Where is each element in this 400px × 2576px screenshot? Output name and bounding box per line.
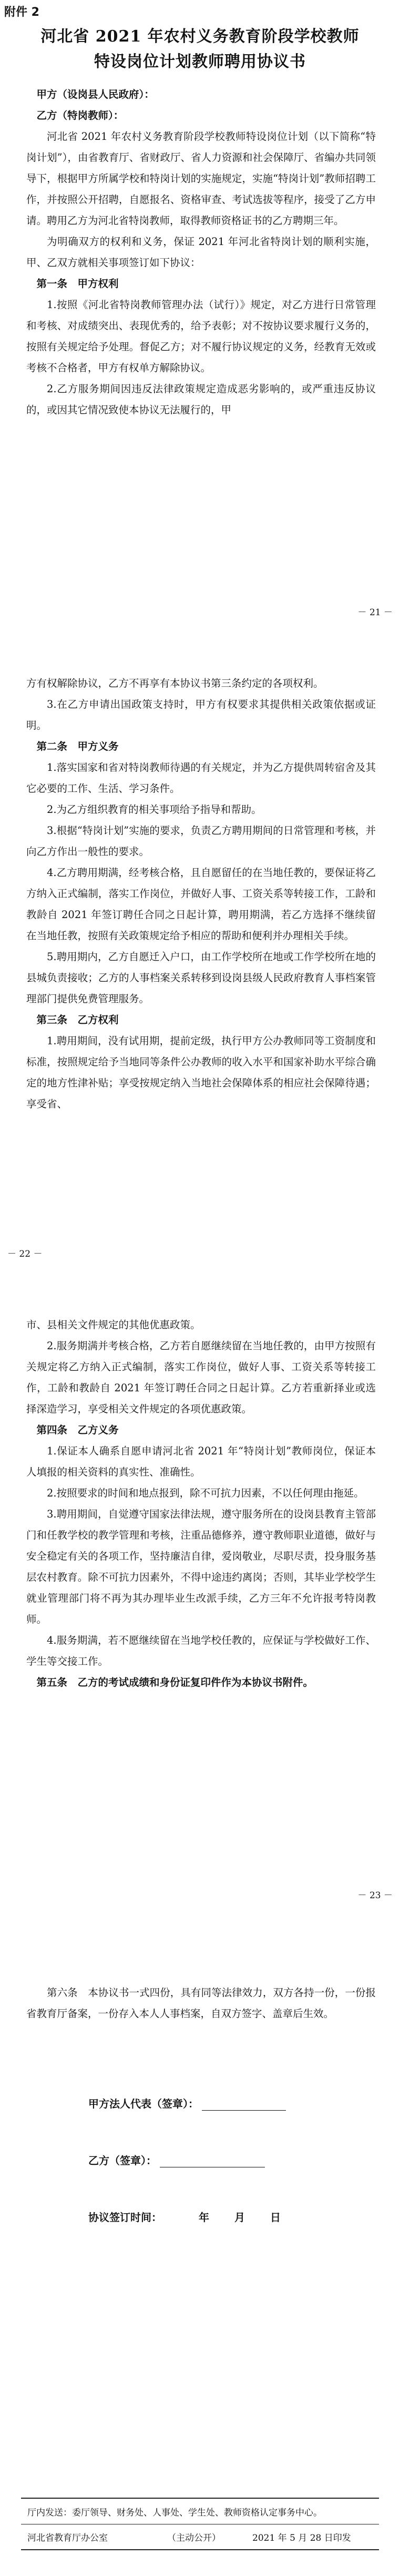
issuer-note: （主动公开）: [167, 2533, 221, 2543]
document-title-line-1: 河北省 2021 年农村义务教育阶段学校教师: [40, 27, 360, 46]
party-b-signature-field[interactable]: [160, 2151, 265, 2167]
article-4-item-2: 2.按照要求的时间和地点报到，除不可抗力因素，不以任何理由拖延。: [47, 1487, 364, 1499]
party-a-signature-field[interactable]: [202, 2094, 286, 2111]
article-4-item-4: 4.服务期满，若不愿继续留在当地学校任教的，应保证与学校做好工作、学生等交接工作。: [26, 1634, 376, 1667]
party-b-label: 乙方（签章）：: [88, 2154, 157, 2167]
page-3: [0, 1283, 400, 1914]
issue-date: 2021 年 5 月 28 日印发: [252, 2533, 351, 2543]
cc-line: 厅内发送：委厅领导、财务处、人事处、学生处、教师资格认定事务中心。: [27, 2508, 322, 2518]
article-1-heading: 第一条 甲方权利: [36, 278, 119, 290]
article-5: 第五条 乙方的考试成绩和身份证复印件作为本协议书附件。: [36, 1676, 314, 1688]
day-label: 日: [270, 2211, 281, 2224]
page-3-body: [26, 1315, 376, 1693]
article-2-item-1: 1.落实国家和省对特岗教师待遇的有关规定，并为乙方提供周转宿舍及其它必要的工作、生活、学习条件。: [26, 761, 376, 795]
article-2-item-5: 5.聘用期内，乙方自愿迁入户口，由工作学校所在地或工作学校所在地的县城负责接收；乙方的人事档案关系转移到设岗县级人民政府教育人事档案管理部门提供免费管理服务。: [26, 951, 376, 1005]
article-1-item-2: 2.乙方服务期间因违反法律政策规定造成恶劣影响的，或严重违反协议的，或因其它情况致使本协议无法履行的，甲: [26, 383, 376, 416]
continued-paragraph: 方有权解除协议，乙方不再享有本协议书第三条约定的各项权利。: [26, 677, 324, 689]
month-label: 月: [234, 2211, 245, 2224]
page-1-body: [26, 84, 376, 421]
page-4-body: [26, 1982, 376, 2024]
issuer: 河北省教育厅办公室: [27, 2533, 108, 2543]
article-1-item-1: 1.按照《河北省特岗教师管理办法（试行）》规定，对乙方进行日常管理和考核、对成绩突出、表现优秀的，给予表彰；对不按协议要求履行义务的，按照有关规定给予处理。督促乙方；对不履行协议规定的义务，经教育无效或考核不合格者，甲方有权单方解除协议。: [26, 299, 376, 374]
article-2-item-4: 4.乙方聘用期满，经考核合格，且自愿留任的在当地任教的，要保证将乙方纳入正式编制，落实工作岗位，并做好人事、工资关系等转接工作，工龄和教龄自 2021 年签订聘任合同之日起计算，聘用期满，若乙方选择不继续留在当地任教，按照有关政策规定给予相应的帮助和便利并办理相关手续。: [26, 867, 376, 942]
signature-block: [88, 2077, 362, 2224]
page-number: － 21 －: [357, 607, 393, 618]
party-b-signature-row: [88, 2134, 362, 2167]
article-2-item-3: 3.根据“特岗计划”实施的要求，负责乙方聘用期间的日常管理和考核，并向乙方作出一般性的要求。: [26, 824, 376, 858]
party-a-signature-row: [88, 2077, 362, 2111]
purpose-paragraph: 为明确双方的权利和义务，保证 2021 年河北省特岗计划的顺利实施，甲、乙双方就相关事项签订如下协议：: [26, 236, 376, 269]
document-title-line-2: 特设岗位计划教师聘用协议书: [94, 53, 306, 71]
page-4: [0, 1925, 400, 2576]
signing-date-row: [88, 2191, 362, 2224]
article-1-item-3: 3.在乙方申请出国政策支持时，甲方有权要求其提供相关政策依据或证明。: [26, 698, 376, 731]
article-2-heading: 第二条 甲方义务: [36, 740, 119, 752]
page-2: [0, 642, 400, 1272]
footer-top-rule: [21, 2498, 379, 2499]
date-label: 协议签订时间：: [88, 2211, 162, 2224]
continued-paragraph: 市、县相关文件规定的其他优惠政策。: [26, 1319, 201, 1331]
party-a-rep-label: 甲方法人代表（签章）：: [88, 2098, 199, 2110]
year-label: 年: [199, 2211, 209, 2224]
page-number: － 22 －: [7, 1249, 43, 1259]
article-4-item-1: 1.保证本人确系自愿申请河北省 2021 年“特岗计划”教师岗位，保证本人填报的相关资料的真实性、准确性。: [26, 1445, 376, 1478]
footer-bottom-rule: [21, 2549, 379, 2550]
party-b-line: 乙方（特岗教师）：: [36, 109, 124, 121]
article-6: 第六条 本协议书一式四份，具有同等法律效力，双方各持一份，一份报省教育厅备案，一份存入本人人事档案，自双方签字、盖章后生效。: [26, 1987, 376, 2020]
page-number: － 23 －: [357, 1890, 393, 1901]
party-a-line: 甲方（设岗县人民政府）：: [36, 88, 155, 100]
page-2-body: [26, 673, 376, 1115]
article-4-heading: 第四条 乙方义务: [36, 1424, 119, 1436]
article-3-item-1: 1.聘用期间，没有试用期，提前定级，执行甲方公办教师同等工资制度和标准，按照规定给予当地同等条件公办教师的收入水平和国家补助水平综合确定的地方性津补贴；享受按规定纳入当地社会保障体系的相应社会保障待遇；享受省、: [26, 1035, 376, 1110]
article-3-heading: 第三条 乙方权利: [36, 1014, 119, 1026]
intro-paragraph: 河北省 2021 年农村义务教育阶段学校教师特设岗位计划（以下简称“特岗计划”），由省教育厅、省财政厅、省人力资源和社会保障厅、省编办共同领导下，根据甲方所属学校和特岗计划的实施规定，实施“特岗计划”教师招聘工作，并按照公开招聘，自愿报名、资格审查、考试选拔等程序，接受了乙方申请。聘用乙方为河北省特岗教师，取得教师资格证书的乙方聘期三年。: [26, 130, 376, 227]
article-2-item-2: 2.为乙方组织教育的相关事项给予指导和帮助。: [47, 803, 262, 816]
article-3-item-2: 2.服务期满并考核合格，乙方若自愿继续留在当地任教的，由甲方按照有关规定将乙方纳入正式编制，落实工作岗位，做好人事、工资关系等转接工作，工龄和教龄自 2021 年签订聘任合同之日起计算。乙方若重新择业或选择深造学习，享受相关文件规定的各项优惠政策。: [26, 1340, 376, 1415]
page-1: [0, 0, 400, 631]
annex-label: 附件 2: [4, 6, 39, 19]
article-4-item-3: 3.聘用期间，自觉遵守国家法律法规，遵守服务所在的设岗县教育主管部门和任教学校的教学管理和考核，注重品德修养，遵守教师职业道德，做好与安全稳定有关的各项工作，坚持廉洁自律，爱岗敬业，尽职尽责，投身服务基层农村教育。除不可抗力因素外，不得中途违约离岗；否则，其毕业学校学生就业管理部门将不再为其办理毕业生改派手续，乙方三年不允许报考特岗教师。: [26, 1508, 376, 1625]
